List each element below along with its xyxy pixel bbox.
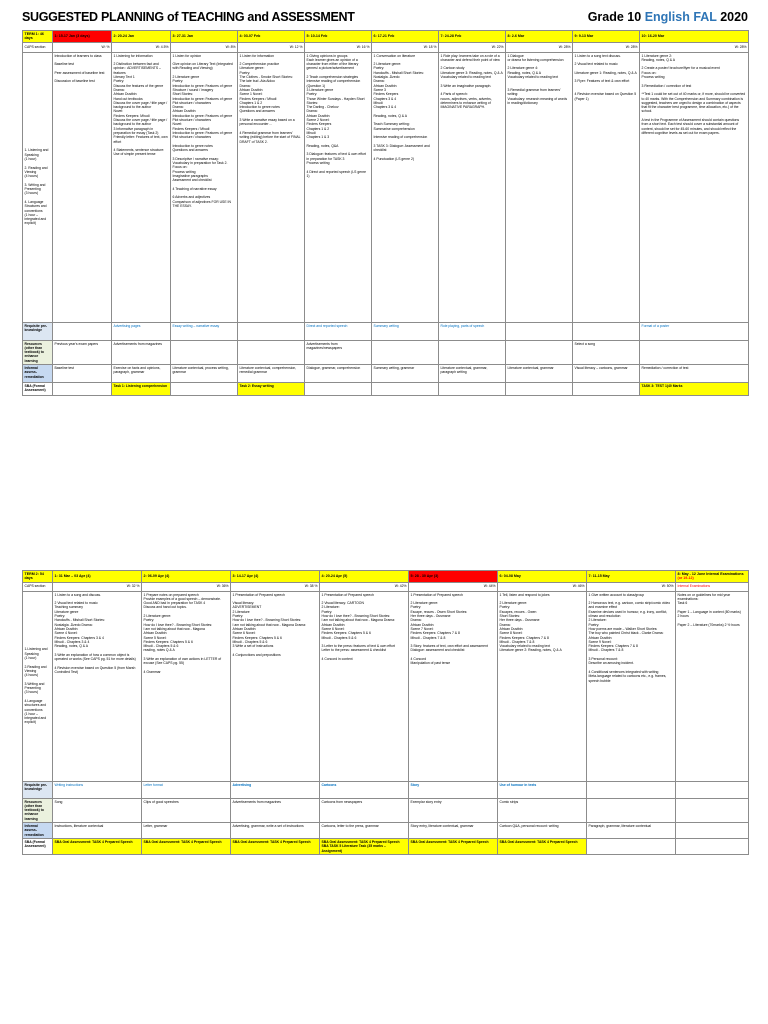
term2-content-cell: 1 Listen to a song and discuss. 2 Visual text related to music Teaching summary Literature genre Poetry: Handcuffs - Mtshali Short Stories: Nostalgia -Dzedo Drama: African Dustbin Scene 4 Novel: Finders Keepers: Chapters 3 & 4 Mhudi - Chapters 3 & 4 Reading, notes, Q & A 3 Write an explanation of how a common object is operated or works (See CAPS pg. 51 for more details) 4 Revision exercise based on Question 5 (from Marsh Controlled Test): [53, 591, 142, 781]
term2-row-label: SBA (Formal Assessment): [23, 838, 53, 854]
term1-prereq-cell: Direct and reported speech: [305, 322, 372, 340]
document-title: SUGGESTED PLANNING of TEACHING and ASSESSMENT: [22, 10, 355, 24]
term2-informal-cell: Cartoons, letter to the press, grammar: [320, 823, 409, 839]
term1-caps-label: CAPS section: [23, 42, 53, 52]
term1-weight-6: W: 18 %: [372, 42, 439, 52]
term1-content-cell: 1 Conversation on literature 2 Literature genre: Poetry: Handcuffs - Mtshali Short Stories: Nostalgia -Dzedo Drama: African Dustbin Scene 3 Finders Keepers Chapters 3 & 4 Mhudi Chapters 3 & 4 Reading, notes, Q & A Teach Summary writing: Summarise comprehension Intensive reading of comprehension 3 TASK 3: Dialogue: Assessment and checklist 4 Punctuation (LS genre 2): [372, 52, 439, 322]
grade-label: Grade 10: [587, 10, 642, 24]
term2-resource-cell: Exemplar story entry: [409, 798, 498, 822]
term2-week-4: 4: 20-24 Apr (5): [320, 571, 409, 583]
term2-sba-cell: SBA Oral Assessment: TASK 4 Prepared Speech: [231, 838, 320, 854]
document-header: [22, 7, 748, 25]
term2-sba-row: [23, 838, 749, 854]
term2-resources-row: [23, 798, 749, 822]
term2-row-label: Resources (other than textbook) to enhance learning: [23, 798, 53, 822]
term2-weight-4: W: 42%: [320, 582, 409, 591]
term1-resource-cell: Advertisements from magazines/newspapers: [305, 340, 372, 364]
term2-week-3: 3: 14-17 Apr (4): [231, 571, 320, 583]
term1-sba-row: [23, 383, 749, 396]
term1-content-cell: 1 Listening for information 2 Distinction between fact and opinion : ADVERTISEMENTS – features Literary Text 1 Poetry: Discuss the features of the genre Drama: African Dustbin Hand out textbooks Discuss the cover page / title page / background to the author Novel: Finders Keepers: Mhudi Discuss the cover page / title page / background to the author 3 Informative paragraph in preparation for essay (Task 2) Friendly letter: Features of text, own effort 4 Statements, sentence structure: Use of simple present tense: [112, 52, 171, 322]
term1-week-5: 5: 10-14 Feb: [305, 31, 372, 43]
term1-informal-cell: Literature contextual, grammar, paragraph writing: [439, 365, 506, 383]
term1-resource-cell: [372, 340, 439, 364]
term1-week-2: 2: 20-24 Jan: [112, 31, 171, 43]
term1-informal-cell: Literature contextual, comprehension, remedial grammar: [238, 365, 305, 383]
term1-prereq-cell: [573, 322, 640, 340]
term2-resource-cell: Comic strips: [498, 798, 587, 822]
term1-weight-5: W: 16 %: [305, 42, 372, 52]
term1-week-4: 4: 03-07 Feb: [238, 31, 305, 43]
term2-caps-row: [23, 582, 749, 591]
term1-prereq-cell: [506, 322, 573, 340]
term2-informal-row: [23, 823, 749, 839]
term1-resource-cell: Select a song: [573, 340, 640, 364]
term1-informal-cell: Remediation / correction of test: [640, 365, 749, 383]
term2-informal-cell: Advertising, grammar, write a set of instructions: [231, 823, 320, 839]
term2-prereq-cell: Advertising: [231, 781, 320, 798]
term2-weight-8: Internal Examinations: [676, 582, 749, 591]
term1-week-3: 3: 27-31 Jan: [171, 31, 238, 43]
term1-informal-cell: Visual literacy – cartoons, grammar: [573, 365, 640, 383]
term1-resources-row: [23, 340, 749, 364]
term2-informal-cell: Story entry, literature contextual, grammar: [409, 823, 498, 839]
term1-informal-row: [23, 365, 749, 383]
term2-week-8-extra: (or 19-12): [677, 576, 694, 581]
term1-informal-cell: Literature contextual, process writing, grammar: [171, 365, 238, 383]
term1-prereq-cell: [53, 322, 112, 340]
term1-informal-cell: Baseline test: [53, 365, 112, 383]
term2-week-6: 6: 04-08 May: [498, 571, 587, 583]
term1-resource-cell: [439, 340, 506, 364]
term2-prereq-cell: Story: [409, 781, 498, 798]
term2-resource-cell: Clips of good speeches: [142, 798, 231, 822]
term2-week-8-label: 8: May - 12 June Internal Examinations: [677, 572, 744, 576]
term2-prereq-cell: Letter format: [142, 781, 231, 798]
grade-subject-year: [588, 10, 748, 24]
term1-row-label: SBA (Formal Assessment): [23, 383, 53, 396]
term2-content-cell: Notes on or guidelines for mid year examinations: Task 6 Paper 1 – Language in context (80 marks) 2 hours Paper 2 – Literature (70marks) 2 ½ hours: [676, 591, 749, 781]
term2-content-cell: 1 Presentation of Prepared speech 2 Visual literacy: CARTOON 2 Literature: Poetry: How do I love thee? - Browning Short Stories: I am not talking about that now - Magona Drama: African Dustbin Scene 6 Novel: Finders Keepers: Chapters 5 & 6 Mhudi - Chapters 5 & 6 3 Letter to the press: features of text & own effort Letter to the press: assessment & checklist 4 Concord in context: [320, 591, 409, 781]
term2-sba-cell: [587, 838, 676, 854]
term2-sba-cell: SBA Oral Assessment: TASK 4 Prepared Speech: [142, 838, 231, 854]
term1-sba-cell: [171, 383, 238, 396]
term1-content-cell: 1 Literature genre 2: Reading, notes, Q & A 2 Create a poster/ brochure/flyer for a musical event Focus on: Process writing 3 Remediation / correction of test **Test 1 could be set out of 40 marks or, if more, should be converted to 40 marks. With the Comprehension and Summary combination is suggested, teachers are urged to design a combination of aspects that fit the character best programme, time allocation, etc.) of the school. A test in the Programme of Assessment should contain questions from a short text. Each test should cover a substantial amount of content, should be set for 45-60 minutes, and should reflect the different cognitive levels as set out for exam papers.: [640, 52, 749, 322]
term2-weight-1: W: 32 %: [53, 582, 142, 591]
term1-week-1: 1: 15-17 Jan (3 days): [53, 31, 112, 43]
term1-resource-cell: [506, 340, 573, 364]
subject-label: English FAL: [644, 10, 717, 24]
term2-week-8: [676, 571, 749, 583]
term2-weight-3: W: 38 %: [231, 582, 320, 591]
term2-content-cell: 1 Presentation of Prepared speech 2 Literature genre: Poetry: Escape, recues - Owen Short Stories: Her three days - Ousmane Drama: African Dustbin Scene 7 Novel: Finders Keepers: Chapters 7 & 8 Mhudi - Chapters 7 & 8 3 Story: features of text, own effort and assessment Dialogue: assessment and checklist 4 Concord Manipulation of past tense: [409, 591, 498, 781]
term1-weight-2: W: 4.5%: [112, 42, 171, 52]
term1-sba-cell: [305, 383, 372, 396]
term2-prereq-cell: Writing instructions: [53, 781, 142, 798]
term2-resource-cell: Cartoons from newspapers: [320, 798, 409, 822]
term1-week-7: 7: 24-28 Feb: [439, 31, 506, 43]
term1-content-cell: 1 Dialogue or drama for listening comprehension 2 Literature genre 4: Reading, notes, Q & A Vocabulary related to reading text 3 Remedial grammar from learners' writing: Vocabulary: research meaning of words in reading/dictionary: [506, 52, 573, 322]
term1-sba-cell: [573, 383, 640, 396]
term1-row-label: Informal assess-remediation: [23, 365, 53, 383]
term2-caps-label: CAPS section: [23, 582, 53, 591]
term2-prerequisite-row: [23, 781, 749, 798]
term2-content-cell: 1 Presentation of Prepared speech Visual literacy: ADVERTISEMENT 2 Literature Poetry: How do I love thee? - Browning Short Stories: I am not talking about that now - Magona Drama: African Dustbin Scene 6 Novel: Finders Keepers: Chapters 5 & 6 Mhudi - Chapters 5 & 6 3 Write a set of instructions 4 Conjunctions and prepositions: [231, 591, 320, 781]
term1-resource-cell: [640, 340, 749, 364]
term1-content-cell: 1 Listen to a song text discuss. 2 Visual text related to music Literature genre 1: Reading, notes, Q & A 3 Flyer: Features of text & own effort 4 Revision exercise based on Question 5 (Paper 1): [573, 52, 640, 322]
term2-row-label: Requisite pre-knowledge: [23, 781, 53, 798]
term2-weight-7: W: 50%: [587, 582, 676, 591]
term2-resource-cell: Song: [53, 798, 142, 822]
term1-sba-cell: [53, 383, 112, 396]
term2-resource-cell: [676, 798, 749, 822]
term1-row-label: Resources (other than textbook) to enhance learning: [23, 340, 53, 364]
term2-prereq-cell: Cartoons: [320, 781, 409, 798]
term2-sba-cell: [676, 838, 749, 854]
term1-row-label: Requisite pre-knowledge: [23, 322, 53, 340]
term2-week-1: 1: 31 Mar – 03 Apr (4): [53, 571, 142, 583]
term1-sba-cell: [506, 383, 573, 396]
term2-informal-cell: Instructions, literature contextual: [53, 823, 142, 839]
term2-prereq-cell: [676, 781, 749, 798]
term1-content-row: [23, 52, 749, 322]
term1-planning-table: [22, 30, 749, 396]
term1-sba-cell: [372, 383, 439, 396]
term2-content-cell: 1 Prepare notes on prepared speech Provide examples of a good speech – demonstrate. Good AND bad in preparation for TASK 4 Discuss and hand out topics. 2 Literature genre: Poetry: How do I love thee? - Browning Short Stories: I am not talking about that now - Magona African Dustbin Scene 5 Novel: Finders Keepers: Chapters 5 & 6 Mhudi - Chapters 5 & 6 reading, notes Q & A 3 Write an explanation of own actions in LETTER of excuse (See CAPS pg. 55) 4 Grammar: [142, 591, 231, 781]
term1-informal-cell: Summary writing, grammar: [372, 365, 439, 383]
term2-weight-5: W: 44%: [409, 582, 498, 591]
term1-resource-cell: [171, 340, 238, 364]
term1-weight-10: W: 28%: [640, 42, 749, 52]
term1-prereq-cell: Advertising pages: [112, 322, 171, 340]
term2-informal-cell: [676, 823, 749, 839]
term1-skills-column: 1. Listening and Speaking (1 hour) 2. Reading and Viewing (4 hours) 3. Writing and Presenting (3 hours) 4. Language Structures and conventions (1 hour – integrated and explicit): [23, 52, 53, 322]
term1-weight-1: W: %: [53, 42, 112, 52]
term2-prereq-cell: Use of humour in texts: [498, 781, 587, 798]
term2-skills-column: 1.Listening and Speaking (1 hour) 2.Reading and Viewing (4 hours) 3.Writing and Presenting (3 hours) 4.Language structures and conventions (1 hour – integrated and explicit): [23, 591, 53, 781]
term2-resource-cell: Advertisements from magazines: [231, 798, 320, 822]
term2-label: TERM 2: 54 days: [23, 571, 53, 583]
term2-sba-cell: SBA Oral Assessment: TASK 4 Prepared Speech: [498, 838, 587, 854]
term1-week-9: 9: 9-13 Mar: [573, 31, 640, 43]
term1-sba-cell: TASK 3: TEST 1(40 Marks: [640, 383, 749, 396]
term1-informal-cell: Dialogue, grammar, comprehension: [305, 365, 372, 383]
term2-week-header-row: [23, 571, 749, 583]
term1-resource-cell: Previous year's exam papers: [53, 340, 112, 364]
term2-informal-cell: Letter, grammar: [142, 823, 231, 839]
term2-week-7: 7: 11-15 May: [587, 571, 676, 583]
term1-weight-7: W: 22%: [439, 42, 506, 52]
term1-week-8: 8: 2-6 Mar: [506, 31, 573, 43]
term1-week-10: 10: 16-20 Mar: [640, 31, 749, 43]
term1-informal-cell: Exercise on facts and opinions, paragraph, grammar: [112, 365, 171, 383]
term2-content-cell: 1 Give written account to class/group 2 Humorous text, e.g. cartoon, comic strip/comic video and examine effect Examine devices used in humour, e.g. irony, conflict, climax and resolution 2 Literature: Poetry: How poems are made – Walker Short Stories: The boy who painted Christ black - Clarke Drama: African Dustbin Scene 9 Novel: Finders Keepers: Chapters 7 & 8 Mhudi - Chapters 7 & 8 3 Personal recount: Describe an amusing incident. 4 Conditional sentences integrated with writing Meta-language related to cartoons etc., e.g. frames, speech bubble: [587, 591, 676, 781]
term1-content-cell: Introduction of learners to class Baseline test Peer assessment of baseline test Discussion of baseline test: [53, 52, 112, 322]
term1-weight-8: W: 28%: [506, 42, 573, 52]
term2-sba-cell: SBA Oral Assessment: TASK 4 Prepared Speech: [409, 838, 498, 854]
term2-content-cell: 1 Tell, listen and respond to jokes 2 Literature genre: Poetry: Escapes, recues - Owen Short Stories: Her three days - Ousmane Drama: African Dustbin Scene 8 Novel: Finders Keepers: Chapters 7 & 8 Mhudi - Chapters 7 & 8 Vocabulary related to reading text Literature genre 2: Reading, notes, Q & A: [498, 591, 587, 781]
term1-content-cell: 1 Listen for opinion Give opinion on Literary Text (Integrated with Reading and Viewing) 2 Literature genre Poetry: Introduction to genre: Features of genre Structure / sound / imagery Short Stories: Introduction to genre: Features of genre Plot structure / characters Drama: African Dustbin Introduction to genre: Features of genre Plot structure / characters Novel: Finders Keepers / Mhudi Introduction to genre: Features of genre Plot structure / characters Introduction to genre notes Questions and answers 3 Descriptive / narrative essay: Vocabulary in preparation for Task 2. Focus on: Process writing Imaginative paragraphs Assessment and checklist 4 Teaching of narrative essay 6 Adverbs and adjectives Comparison of adjectives FOR USE IN THE ESSAY.: [171, 52, 238, 322]
term1-weight-9: W: 28%: [573, 42, 640, 52]
term2-week-2: 2: 06-09 Apr (4): [142, 571, 231, 583]
term2-content-row: [23, 591, 749, 781]
term1-prerequisite-row: [23, 322, 749, 340]
term1-weight-3: W: 8%: [171, 42, 238, 52]
term1-weight-4: W: 12 %: [238, 42, 305, 52]
term1-prereq-cell: Format of a poster: [640, 322, 749, 340]
term1-resource-cell: Advertisements from magazines: [112, 340, 171, 364]
term1-informal-cell: Literature contextual, grammar: [506, 365, 573, 383]
term1-content-cell: 1 Giving opinions in groups Each learner gives an opinion of a character from either of the literary genres/ a picture/advertisement 2 Teach comprehension strategies Intensive reading of comprehension (Question 1) 3 Literature genre Poetry: Those Winter Sundays - Hayden Short Stories: The Darling - Chekov Drama: African Dustbin Scene 2 Novel: Finders Keepers Chapters 1 & 2 Mhudi Chapters 1 & 3 Reading, notes, Q&A 3 Dialogue: features of text & own effort in preparation for TASK 3 Process writing 4 Direct and reported speech (LS genre 1): [305, 52, 372, 322]
year-label: 2020: [720, 10, 748, 24]
term2-sba-cell: SBA Oral Assessment: TASK 4 Prepared Speech: [53, 838, 142, 854]
term1-prereq-cell: Summary writing: [372, 322, 439, 340]
term2-weight-6: W: 46%: [498, 582, 587, 591]
term2-informal-cell: Cartoon Q&A, personal recount: writing: [498, 823, 587, 839]
term2-resource-cell: [587, 798, 676, 822]
term1-resource-cell: [238, 340, 305, 364]
term1-content-cell: 1 Role play: learners take on a role of a character and defend their point of view 2 Cartoon study Literature genre 3: Reading, notes, Q & A Vocabulary related to reading text 3 Write an imaginative paragraph. 4 Parts of speech: nouns, adjectives, verbs, adverbs, determiners to enhance writing of IMAGINATIVE PARAGRAPH.: [439, 52, 506, 322]
term1-label: TERM 1: 46 days: [23, 31, 53, 43]
term1-sba-cell: Task 2: Essay writing: [238, 383, 305, 396]
term1-content-cell: 1 Listen for information 2 Comprehension practice Literature genre: Poetry: The Clothes - Smoke Short Stories: The late bud -Ata Aidoo Drama: African Dustbin Scene 1 Novel: Finders Keepers / Mhudi Chapters 1 & 2 Introduction to genre notes Questions and answers 3 Write a narrative essay based on a personal encounter… 4 Remedial grammar from learners' writing (editing) before the start of FINAL DRAFT of TASK 2.: [238, 52, 305, 322]
term1-prereq-cell: [238, 322, 305, 340]
term2-week-5: 5: 28 - 30 Apr (3): [409, 571, 498, 583]
term2-planning-table: [22, 570, 749, 855]
term2-weight-2: W: 36%: [142, 582, 231, 591]
term1-caps-row: [23, 42, 749, 52]
term2-informal-cell: Paragraph, grammar, literature contextual: [587, 823, 676, 839]
term1-sba-cell: [439, 383, 506, 396]
term2-row-label: Informal assess-remediation: [23, 823, 53, 839]
term1-prereq-cell: Role playing, parts of speech: [439, 322, 506, 340]
term2-prereq-cell: [587, 781, 676, 798]
term1-week-6: 6: 17-21 Feb: [372, 31, 439, 43]
term1-week-header-row: [23, 31, 749, 43]
term1-prereq-cell: Essay writing – narrative essay: [171, 322, 238, 340]
term2-sba-cell: SBA Oral Assessment: TASK 4 Prepared Speech SBA TASK 5 Literature Task (35 marks – Assignment): [320, 838, 409, 854]
term1-sba-cell: Task 1: Listening comprehension: [112, 383, 171, 396]
